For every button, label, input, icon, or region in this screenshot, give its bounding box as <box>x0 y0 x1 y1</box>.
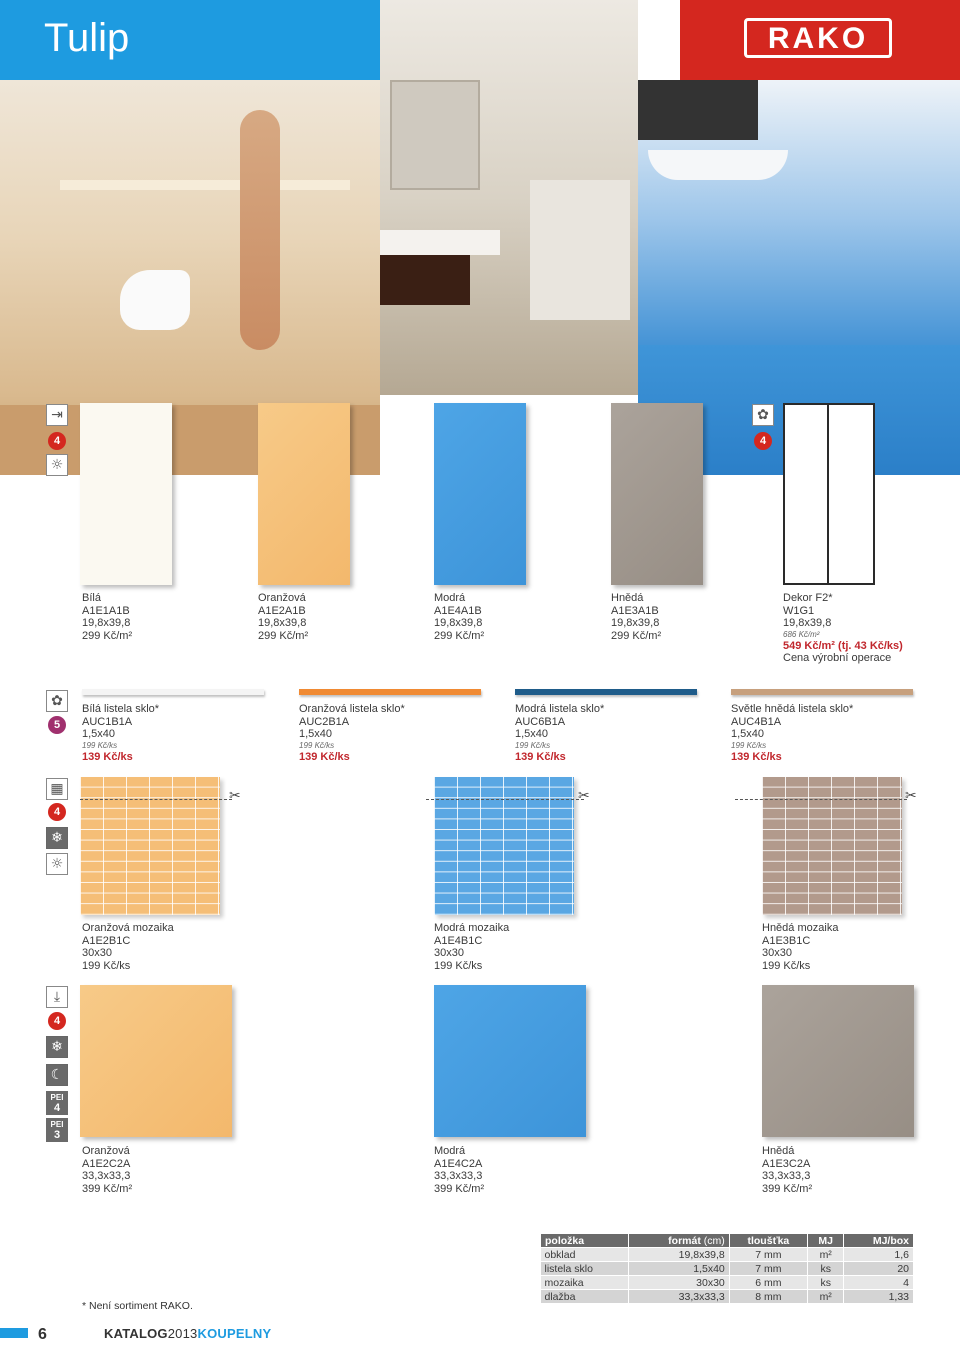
photo-mirror <box>390 80 480 190</box>
wall-tile-label <box>434 592 484 642</box>
listela-code: AUC1B1A <box>82 715 133 728</box>
floor-price: 399 Kč/m² <box>434 1182 485 1195</box>
tile-brown <box>611 403 703 585</box>
tile-name: Oranžová <box>258 592 306 604</box>
logo-text: RAKO <box>767 22 869 55</box>
listela-label <box>82 703 159 763</box>
floor-price: 399 Kč/m² <box>82 1182 133 1195</box>
mosaic-price: 199 Kč/ks <box>762 959 811 972</box>
floor-size: 33,3x33,3 <box>82 1170 131 1182</box>
table-row <box>541 1290 914 1304</box>
decor-f2-tile <box>783 403 875 585</box>
tile-price: 299 Kč/m² <box>82 629 133 642</box>
listela-old-price: 199 Kč/ks <box>82 740 118 750</box>
listela-label <box>299 703 405 763</box>
col-thickness: tloušťka <box>729 1234 807 1248</box>
mosaic-orange <box>80 777 220 915</box>
decor-note: Cena výrobní operace <box>783 652 892 664</box>
floor-size: 33,3x33,3 <box>434 1170 483 1182</box>
listela-price: 139 Kč/ks <box>731 750 782 763</box>
floor-price: 399 Kč/m² <box>762 1182 813 1195</box>
listela-size: 1,5x40 <box>299 728 333 740</box>
footer-catalog <box>104 1326 271 1341</box>
tile-blue <box>434 403 526 585</box>
decor-divider <box>827 405 829 583</box>
col-mjbox: MJ/box <box>844 1234 914 1248</box>
cell-thickness: 7 mm <box>729 1248 807 1262</box>
tile-code: A1E2A1B <box>258 604 306 617</box>
decor-price: 549 Kč/m² (tj. 43 Kč/ks) <box>783 639 903 652</box>
table-row <box>541 1276 914 1290</box>
listela-name: Modrá listela sklo* <box>515 703 605 715</box>
scissors-icon: ✂ <box>229 788 241 804</box>
pei-value: 3 <box>53 1129 61 1141</box>
bathroom-photo-brown <box>380 0 638 395</box>
footnote: * Není sortiment RAKO. <box>82 1300 193 1312</box>
frost-icon: ❄ <box>46 827 68 849</box>
floor-tile-icon: ⤓ <box>46 986 68 1008</box>
mosaic-badge: 4 <box>48 803 66 821</box>
listela-strip-orange <box>299 689 481 695</box>
wall-tile-label <box>82 592 132 642</box>
decor-code: W1G1 <box>783 604 815 617</box>
photo-shelf <box>60 180 350 190</box>
listela-size: 1,5x40 <box>515 728 549 740</box>
mosaic-code: A1E4B1C <box>434 934 483 947</box>
tile-price: 299 Kč/m² <box>611 629 662 642</box>
listela-size: 1,5x40 <box>731 728 765 740</box>
sun-icon: ☼ <box>46 454 68 476</box>
tile-code: A1E1A1B <box>82 604 130 617</box>
floor-tile-label <box>82 1145 132 1195</box>
pei-value: 4 <box>53 1102 61 1114</box>
mosaic-price: 199 Kč/ks <box>434 959 483 972</box>
listela-label <box>731 703 853 763</box>
cell-mjbox: 1,6 <box>844 1248 914 1262</box>
cell-format: 19,8x39,8 <box>628 1248 729 1262</box>
cut-line <box>426 799 584 800</box>
decor-label <box>783 592 903 665</box>
mosaic-label <box>762 922 838 972</box>
footer-catalog-year: 2013 <box>167 1326 198 1341</box>
floor-name: Hnědá <box>762 1145 795 1157</box>
frost-icon: ❄ <box>46 1036 68 1058</box>
rako-logo <box>680 0 960 80</box>
cell-item: listela sklo <box>541 1262 629 1276</box>
cell-mjbox: 4 <box>844 1276 914 1290</box>
cell-format: 33,3x33,3 <box>628 1290 729 1304</box>
listela-price: 139 Kč/ks <box>82 750 133 763</box>
logo-frame <box>744 18 892 58</box>
floor-tile-blue <box>434 985 586 1137</box>
cell-mj: ks <box>808 1262 844 1276</box>
tile-size: 19,8x39,8 <box>611 617 660 629</box>
moon-icon: ☾ <box>46 1064 68 1086</box>
photo-basin <box>648 150 788 180</box>
cell-item: mozaika <box>541 1276 629 1290</box>
listela-price: 139 Kč/ks <box>299 750 350 763</box>
mosaic-price: 199 Kč/ks <box>82 959 131 972</box>
floor-name: Modrá <box>434 1145 466 1157</box>
tile-name: Hnědá <box>611 592 644 604</box>
spec-table-header <box>541 1234 914 1248</box>
listela-old-price: 199 Kč/ks <box>299 740 335 750</box>
tile-price: 299 Kč/m² <box>434 629 485 642</box>
decor-size: 19,8x39,8 <box>783 617 832 629</box>
mosaic-size: 30x30 <box>434 947 464 959</box>
listela-strip-lightbrown <box>731 689 913 695</box>
cell-mj: ks <box>808 1276 844 1290</box>
floor-tile-orange <box>80 985 232 1137</box>
wall-thickness-badge: 4 <box>48 432 66 450</box>
floor-code: A1E4C2A <box>434 1157 483 1170</box>
listela-icon: ✿ <box>46 690 68 712</box>
listela-badge: 5 <box>48 716 66 734</box>
mosaic-grid-icon: ▦ <box>46 778 68 800</box>
photo-sink <box>380 230 500 255</box>
floor-name: Oranžová <box>82 1145 130 1157</box>
wall-tile-label <box>611 592 661 642</box>
pei-label: PEI <box>50 1120 64 1129</box>
photo-toilet <box>120 270 190 330</box>
page-title: Tulip <box>44 16 130 60</box>
tile-name: Modrá <box>434 592 466 604</box>
footer-catalog-section: KOUPELNY <box>197 1326 272 1341</box>
col-mj: MJ <box>808 1234 844 1248</box>
mosaic-size: 30x30 <box>762 947 792 959</box>
cell-thickness: 6 mm <box>729 1276 807 1290</box>
photo-cabinet <box>380 255 470 305</box>
floor-tile-brown <box>762 985 914 1137</box>
pei-label: PEI <box>50 1093 64 1102</box>
cut-line <box>80 799 232 800</box>
mosaic-code: A1E2B1C <box>82 934 131 947</box>
listela-code: AUC4B1A <box>731 715 782 728</box>
table-row <box>541 1262 914 1276</box>
tile-size: 19,8x39,8 <box>434 617 483 629</box>
page-number: 6 <box>38 1326 47 1343</box>
cell-thickness: 8 mm <box>729 1290 807 1304</box>
col-format <box>628 1234 729 1248</box>
floor-size: 33,3x33,3 <box>762 1170 811 1182</box>
mosaic-name: Modrá mozaika <box>434 922 510 934</box>
col-format-unit: (cm) <box>703 1234 725 1247</box>
mosaic-label <box>434 922 509 972</box>
cell-format: 30x30 <box>628 1276 729 1290</box>
tile-orange <box>258 403 350 585</box>
photo-wardrobe <box>530 180 630 320</box>
sun-icon: ☼ <box>46 853 68 875</box>
decor-name: Dekor F2* <box>783 592 833 604</box>
mosaic-name: Hnědá mozaika <box>762 922 839 934</box>
mosaic-label <box>82 922 174 972</box>
floor-code: A1E3C2A <box>762 1157 811 1170</box>
table-row <box>541 1248 914 1262</box>
col-item: položka <box>541 1234 629 1248</box>
mosaic-brown <box>762 777 902 915</box>
listela-name: Světle hnědá listela sklo* <box>731 703 854 715</box>
tile-price: 299 Kč/m² <box>258 629 309 642</box>
listela-old-price: 199 Kč/ks <box>731 740 767 750</box>
cell-mj: m² <box>808 1290 844 1304</box>
tile-name: Bílá <box>82 592 101 604</box>
decor-old-price: 686 Kč/m² <box>783 629 820 639</box>
wall-tile-label <box>258 592 308 642</box>
cell-mj: m² <box>808 1248 844 1262</box>
floor-tile-label <box>762 1145 812 1195</box>
photo-person <box>240 110 280 350</box>
wall-tile-icon: ⇥ <box>46 404 68 426</box>
listela-strip-white <box>82 689 264 695</box>
scissors-icon: ✂ <box>578 788 590 804</box>
listela-strip-blue <box>515 689 697 695</box>
tile-size: 19,8x39,8 <box>258 617 307 629</box>
cell-mjbox: 20 <box>844 1262 914 1276</box>
cell-item: dlažba <box>541 1290 629 1304</box>
cell-item: obklad <box>541 1248 629 1262</box>
tile-code: A1E3A1B <box>611 604 659 617</box>
listela-old-price: 199 Kč/ks <box>515 740 551 750</box>
page-number-bar <box>0 1328 28 1338</box>
tile-code: A1E4A1B <box>434 604 482 617</box>
mosaic-name: Oranžová mozaika <box>82 922 174 934</box>
floor-tile-label <box>434 1145 484 1195</box>
cut-line <box>735 799 907 800</box>
scissors-icon: ✂ <box>905 788 917 804</box>
listela-size: 1,5x40 <box>82 728 116 740</box>
col-format-label: formát <box>668 1234 701 1247</box>
mosaic-blue <box>434 777 574 915</box>
decor-icon: ✿ <box>752 404 774 426</box>
listela-name: Oranžová listela sklo* <box>299 703 405 715</box>
listela-code: AUC6B1A <box>515 715 566 728</box>
tile-size: 19,8x39,8 <box>82 617 131 629</box>
spec-table <box>540 1233 914 1304</box>
mosaic-code: A1E3B1C <box>762 934 811 947</box>
listela-code: AUC2B1A <box>299 715 350 728</box>
mosaic-size: 30x30 <box>82 947 112 959</box>
decor-badge: 4 <box>754 432 772 450</box>
listela-name: Bílá listela sklo* <box>82 703 160 715</box>
pei-3-icon <box>46 1118 68 1142</box>
footer-catalog-word: KATALOG <box>104 1326 168 1341</box>
pei-4-icon <box>46 1091 68 1115</box>
cell-format: 1,5x40 <box>628 1262 729 1276</box>
floor-badge: 4 <box>48 1012 66 1030</box>
listela-label <box>515 703 604 763</box>
cell-mjbox: 1,33 <box>844 1290 914 1304</box>
cell-thickness: 7 mm <box>729 1262 807 1276</box>
photo-mirror-dark <box>638 80 758 140</box>
floor-code: A1E2C2A <box>82 1157 131 1170</box>
listela-price: 139 Kč/ks <box>515 750 566 763</box>
tile-white <box>80 403 172 585</box>
